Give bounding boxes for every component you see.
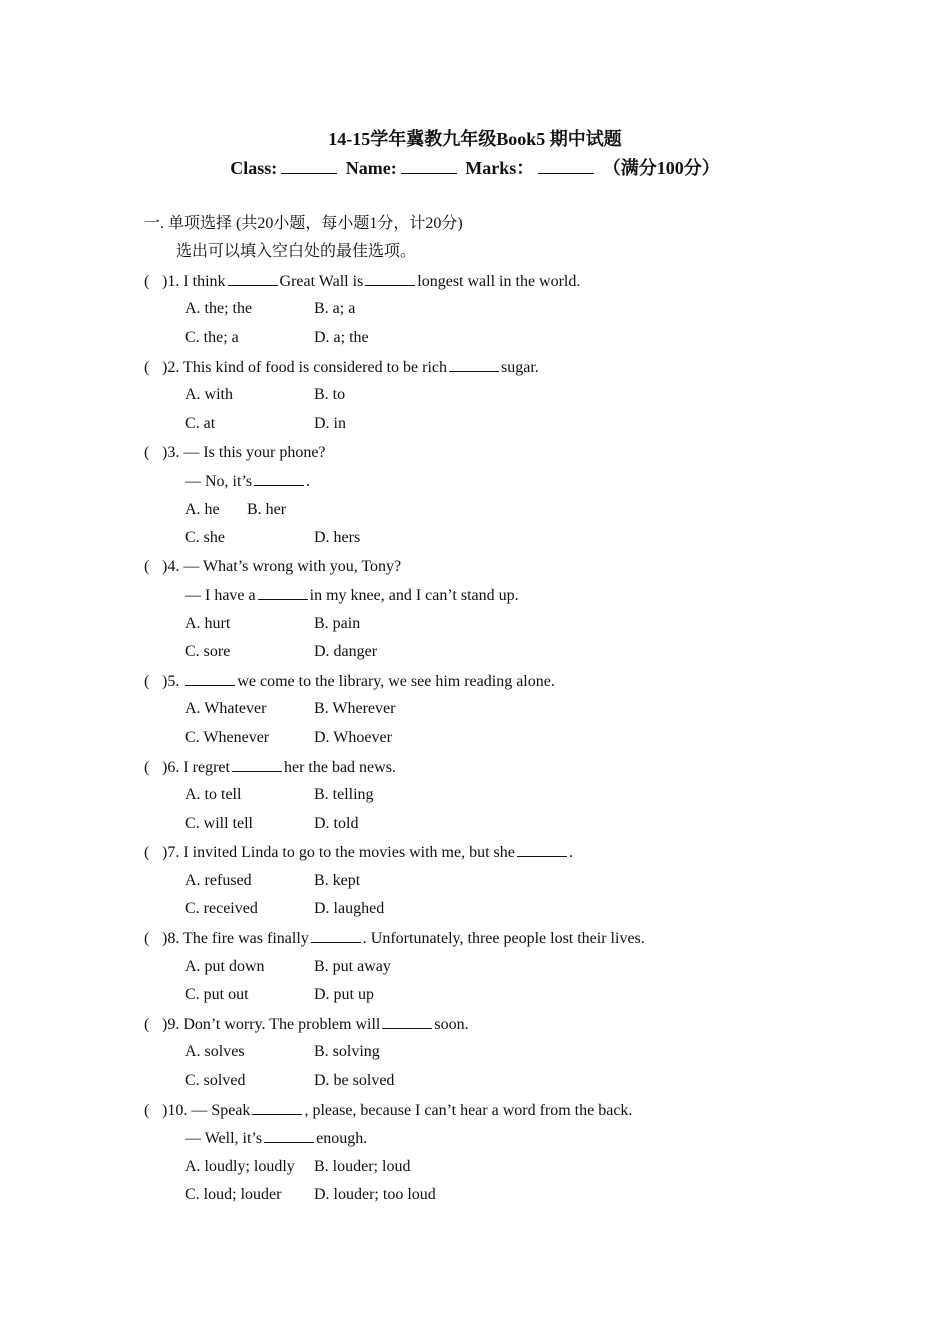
option-a: A. loudly; loudly (185, 1158, 295, 1175)
option-d: D. danger (314, 643, 378, 660)
option-b: B. kept (314, 872, 361, 889)
option-a: A. he (185, 501, 220, 518)
answer-blank (232, 757, 282, 772)
question-10-line-2: — Well, it’s enough. (185, 1130, 368, 1147)
option-d: D. Whoever (314, 729, 392, 746)
option-c: C. the; a (185, 329, 239, 346)
answer-paren[interactable]: ( (144, 558, 150, 575)
question-3: ( )3. — Is this your phone? (144, 444, 326, 461)
full-score: （满分100分） (602, 158, 720, 178)
option-a: A. with (185, 386, 233, 403)
option-c: C. solved (185, 1072, 246, 1089)
option-a: A. Whatever (185, 700, 267, 717)
question-1: ( )1. I think Great Wall is longest wall in the world. (144, 273, 581, 290)
answer-blank (382, 1014, 432, 1029)
question-2: ( )2. This kind of food is considered to be rich sugar. (144, 359, 539, 376)
option-a: A. the; the (185, 300, 253, 317)
answer-blank (365, 271, 415, 286)
option-b: B. louder; loud (314, 1158, 411, 1175)
option-a: A. hurt (185, 615, 231, 632)
option-a: A. to tell (185, 786, 242, 803)
option-c: C. she (185, 529, 225, 546)
question-10: ( )10. — Speak , please, because I can’t hear a word from the back. (144, 1102, 633, 1119)
class-blank[interactable] (281, 159, 337, 174)
option-b: B. to (314, 386, 346, 403)
question-4-line-2: — I have a in my knee, and I can’t stand up. (185, 587, 519, 604)
option-d: D. hers (314, 529, 361, 546)
option-d: D. put up (314, 986, 374, 1003)
answer-paren[interactable]: ( (144, 759, 150, 776)
option-b: B. put away (314, 958, 391, 975)
section-instruction: 选出可以填入空白处的最佳选项。 (176, 243, 417, 260)
option-c: C. will tell (185, 815, 253, 832)
option-a: A. refused (185, 872, 252, 889)
question-9: ( )9. Don’t worry. The problem will soon. (144, 1016, 469, 1033)
answer-paren[interactable]: ( (144, 673, 150, 690)
name-label: Name: (345, 158, 397, 178)
option-b: B. Wherever (314, 700, 396, 717)
answer-paren[interactable]: ( (144, 444, 150, 461)
option-b: B. telling (314, 786, 374, 803)
question-8: ( )8. The fire was finally . Unfortunately, three people lost their lives. (144, 930, 645, 947)
option-c: C. at (185, 415, 216, 432)
class-label: Class: (230, 158, 278, 178)
question-6: ( )6. I regret her the bad news. (144, 759, 396, 776)
option-a: A. put down (185, 958, 265, 975)
question-5: ( )5. we come to the library, we see him reading alone. (144, 673, 555, 690)
option-c: C. sore (185, 643, 231, 660)
question-7: ( )7. I invited Linda to go to the movies with me, but she . (144, 844, 573, 861)
answer-blank (449, 357, 499, 372)
name-blank[interactable] (401, 159, 457, 174)
answer-paren[interactable]: ( (144, 1102, 150, 1119)
answer-paren[interactable]: ( (144, 273, 150, 290)
option-b: B. solving (314, 1043, 380, 1060)
page-title: 14-15学年冀教九年级Book5 期中试题 (328, 129, 622, 149)
answer-paren[interactable]: ( (144, 930, 150, 947)
option-d: D. louder; too loud (314, 1186, 436, 1203)
option-d: D. laughed (314, 900, 385, 917)
answer-blank (228, 271, 278, 286)
option-b: B. a; a (314, 300, 356, 317)
student-info-line (0, 154, 950, 180)
answer-blank (252, 1100, 302, 1115)
answer-blank (517, 842, 567, 857)
section-heading: 一. 单项选择 (共20小题，每小题1分，计20分) (144, 215, 463, 232)
answer-blank (311, 928, 361, 943)
answer-blank (185, 671, 235, 686)
option-d: D. a; the (314, 329, 369, 346)
option-c: C. received (185, 900, 258, 917)
answer-blank (258, 585, 308, 600)
answer-paren[interactable]: ( (144, 359, 150, 376)
option-d: D. be solved (314, 1072, 395, 1089)
option-c: C. loud; louder (185, 1186, 282, 1203)
answer-paren[interactable]: ( (144, 844, 150, 861)
option-d: D. told (314, 815, 359, 832)
answer-blank (264, 1128, 314, 1143)
option-c: C. Whenever (185, 729, 270, 746)
question-3-line-2: — No, it’s . (185, 473, 311, 490)
answer-blank (254, 471, 304, 486)
marks-blank[interactable] (538, 159, 594, 174)
option-b: B. her (247, 501, 287, 518)
marks-label: Marks： (465, 158, 535, 178)
answer-paren[interactable]: ( (144, 1016, 150, 1033)
question-4: ( )4. — What’s wrong with you, Tony? (144, 558, 402, 575)
option-c: C. put out (185, 986, 249, 1003)
option-d: D. in (314, 415, 346, 432)
option-b: B. pain (314, 615, 361, 632)
option-a: A. solves (185, 1043, 245, 1060)
